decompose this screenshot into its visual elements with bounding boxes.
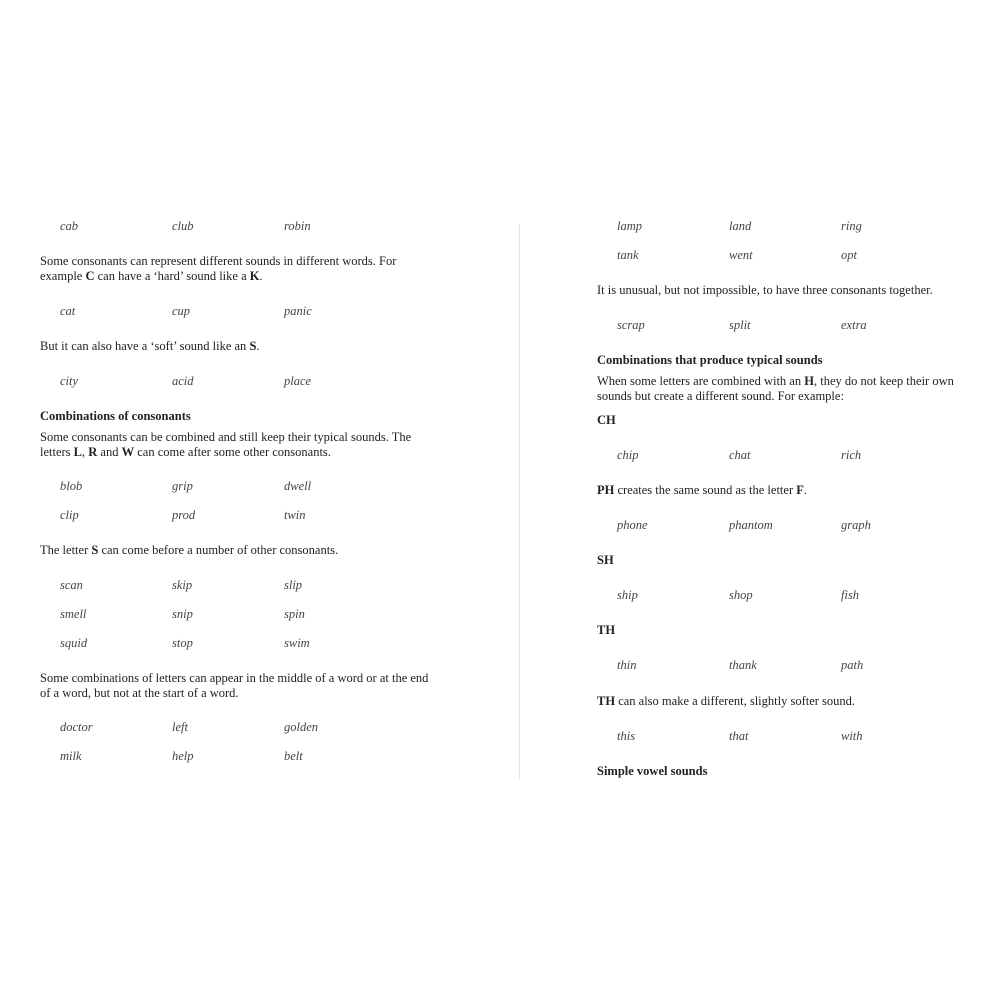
- word: stop: [172, 636, 193, 650]
- word: scrap: [617, 318, 645, 332]
- word-row: [60, 304, 420, 320]
- word: went: [729, 248, 753, 262]
- word: cab: [60, 219, 79, 233]
- word: ship: [617, 588, 638, 602]
- word: land: [729, 219, 752, 233]
- word: shop: [729, 588, 753, 602]
- digraph-heading: TH: [597, 623, 616, 637]
- word: path: [841, 658, 864, 672]
- word: golden: [284, 720, 319, 734]
- word: with: [841, 729, 863, 743]
- word: help: [172, 749, 194, 763]
- word: cup: [172, 304, 191, 318]
- paragraph: TH can also make a different, slightly softer sound.: [597, 694, 856, 708]
- digraph-heading: CH: [597, 413, 616, 427]
- word-row: [60, 636, 420, 652]
- word: rich: [841, 448, 862, 462]
- word-row: [617, 448, 977, 464]
- section-heading: Combinations that produce typical sounds: [597, 353, 823, 367]
- word: cat: [60, 304, 76, 318]
- word-row: [617, 518, 977, 534]
- word: doctor: [60, 720, 93, 734]
- word: opt: [841, 248, 857, 262]
- word: lamp: [617, 219, 642, 233]
- word: this: [617, 729, 636, 743]
- word-row: [60, 479, 420, 495]
- word-row: [60, 578, 420, 594]
- paragraph: Some combinations of letters can appear in the middle of a word or at the end of a word, but not at the start of a word.: [40, 671, 429, 700]
- paragraph: Some consonants can represent different sounds in different words. For example C can have a ‘hard’ sound like a K.: [40, 254, 397, 283]
- word-row: [617, 318, 977, 334]
- word: chat: [729, 448, 751, 462]
- word: slip: [284, 578, 303, 592]
- word: that: [729, 729, 749, 743]
- word: squid: [60, 636, 88, 650]
- paragraph: When some letters are combined with an H, they do not keep their own sounds but create a different sound. For example:: [597, 374, 954, 403]
- word: graph: [841, 518, 871, 532]
- paragraph: But it can also have a ‘soft’ sound like an S.: [40, 339, 260, 353]
- word-row: [60, 219, 420, 235]
- word: ring: [841, 219, 862, 233]
- word: smell: [60, 607, 87, 621]
- word: chip: [617, 448, 639, 462]
- word: left: [172, 720, 188, 734]
- word: spin: [284, 607, 305, 621]
- word: scan: [60, 578, 83, 592]
- paragraph: The letter S can come before a number of other consonants.: [40, 543, 339, 557]
- word: city: [60, 374, 79, 388]
- word: place: [284, 374, 312, 388]
- word-row: [60, 749, 420, 765]
- word: twin: [284, 508, 306, 522]
- word: panic: [284, 304, 312, 318]
- word-row: [617, 248, 977, 264]
- word: club: [172, 219, 194, 233]
- word: thin: [617, 658, 637, 672]
- word: robin: [284, 219, 311, 233]
- word-row: [617, 729, 977, 745]
- word: swim: [284, 636, 310, 650]
- word: split: [729, 318, 751, 332]
- word: phantom: [729, 518, 773, 532]
- word: milk: [60, 749, 82, 763]
- word: tank: [617, 248, 639, 262]
- word-row: [60, 508, 420, 524]
- word: clip: [60, 508, 79, 522]
- word: extra: [841, 318, 867, 332]
- section-heading: Combinations of consonants: [40, 409, 191, 423]
- word: phone: [617, 518, 648, 532]
- word: thank: [729, 658, 757, 672]
- paragraph: PH creates the same sound as the letter F.: [597, 483, 807, 497]
- digraph-heading: SH: [597, 553, 614, 567]
- word: fish: [841, 588, 860, 602]
- word: dwell: [284, 479, 312, 493]
- word: blob: [60, 479, 83, 493]
- word: prod: [172, 508, 196, 522]
- word: acid: [172, 374, 194, 388]
- word-row: [617, 588, 977, 604]
- word: belt: [284, 749, 303, 763]
- word-row: [60, 607, 420, 623]
- paragraph: It is unusual, but not impossible, to have three consonants together.: [597, 283, 933, 297]
- word: skip: [172, 578, 193, 592]
- page-divider: [519, 224, 520, 780]
- paragraph: Some consonants can be combined and still keep their typical sounds. The letters L, R and W can come after some other consonants.: [40, 430, 412, 459]
- word: snip: [172, 607, 193, 621]
- word-row: [617, 219, 977, 235]
- word-row: [60, 374, 420, 390]
- word: grip: [172, 479, 193, 493]
- word-row: [60, 720, 420, 736]
- section-heading: Simple vowel sounds: [597, 764, 708, 778]
- word-row: [617, 658, 977, 674]
